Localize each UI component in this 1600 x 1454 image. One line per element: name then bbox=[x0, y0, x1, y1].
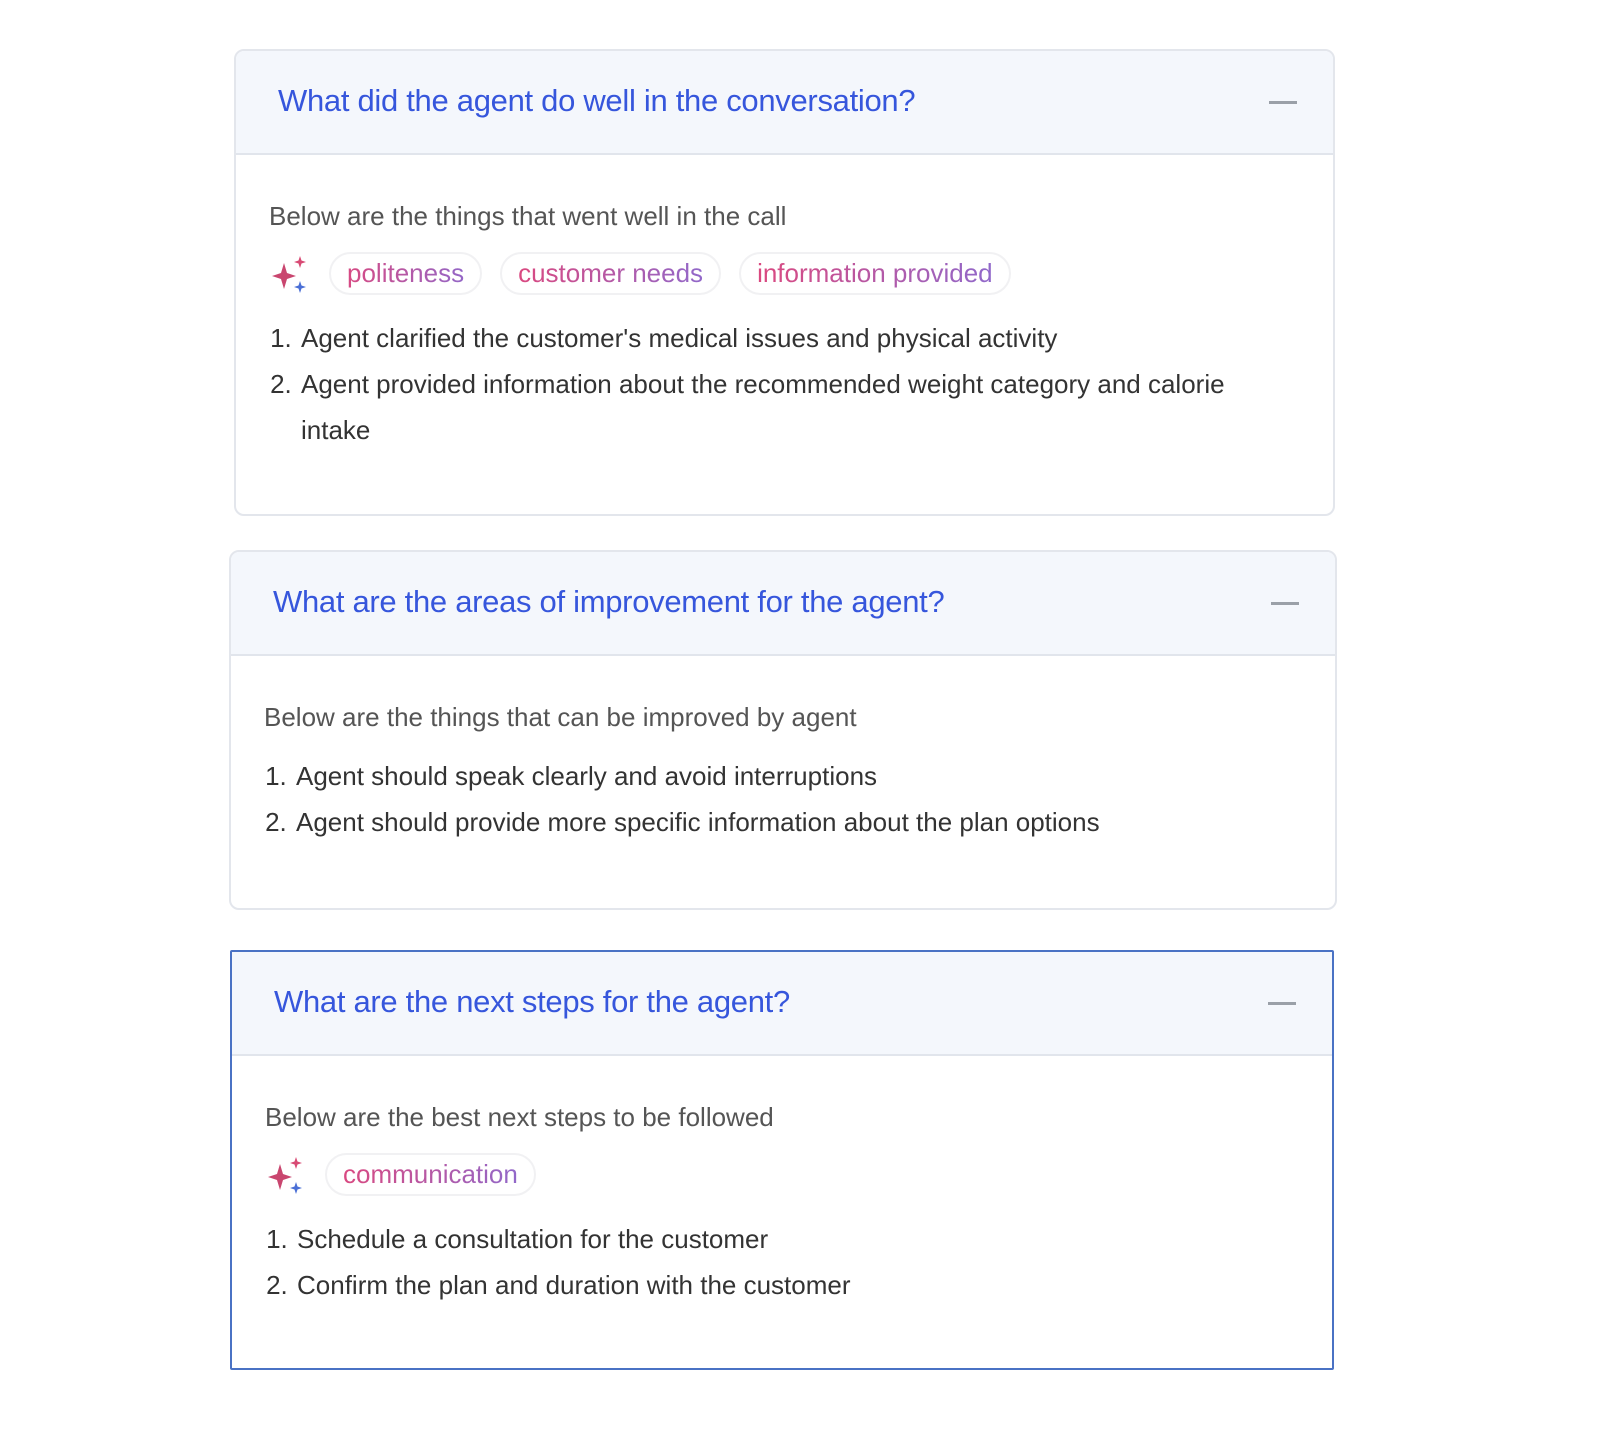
section-intro: Below are the best next steps to be followed bbox=[265, 1102, 774, 1132]
list-item: 1. Agent should speak clearly and avoid interruptions bbox=[294, 753, 1303, 799]
tag-list bbox=[269, 252, 1301, 295]
item-list bbox=[265, 1216, 1300, 1308]
accordion-header[interactable] bbox=[232, 952, 1332, 1056]
accordion-next-steps bbox=[230, 950, 1334, 1370]
section-title: What are the next steps for the agent? bbox=[274, 984, 790, 1019]
list-item: 2. Agent provided information about the recommended weight category and calorie intake bbox=[299, 361, 1301, 453]
collapse-icon[interactable] bbox=[1271, 602, 1299, 605]
section-body bbox=[236, 155, 1333, 453]
section-intro: Below are the things that went well in the call bbox=[269, 201, 787, 231]
accordion-did-well bbox=[234, 49, 1335, 516]
sparkle-icon bbox=[269, 253, 311, 295]
list-item: 1. Schedule a consultation for the customer bbox=[295, 1216, 1300, 1262]
section-body bbox=[232, 1056, 1332, 1308]
sparkle-icon bbox=[265, 1154, 307, 1196]
accordion-header[interactable] bbox=[236, 51, 1333, 155]
tag-list bbox=[265, 1153, 1300, 1196]
list-item: 2. Confirm the plan and duration with the customer bbox=[295, 1262, 1300, 1308]
collapse-icon[interactable] bbox=[1269, 101, 1297, 104]
tag-information-provided: information provided bbox=[739, 252, 1011, 295]
list-item: 1. Agent clarified the customer's medical issues and physical activity bbox=[299, 315, 1301, 361]
item-list bbox=[269, 315, 1301, 453]
tag-politeness: politeness bbox=[329, 252, 482, 295]
tag-communication: communication bbox=[325, 1153, 536, 1196]
item-list bbox=[264, 753, 1303, 845]
section-body bbox=[231, 656, 1335, 845]
tag-customer-needs: customer needs bbox=[500, 252, 721, 295]
section-title: What are the areas of improvement for the agent? bbox=[273, 584, 945, 619]
accordion-header[interactable] bbox=[231, 552, 1335, 656]
list-item: 2. Agent should provide more specific information about the plan options bbox=[294, 799, 1303, 845]
accordion-improvement bbox=[229, 550, 1337, 910]
collapse-icon[interactable] bbox=[1268, 1002, 1296, 1005]
section-title: What did the agent do well in the conversation? bbox=[278, 83, 916, 118]
section-intro: Below are the things that can be improved by agent bbox=[264, 702, 857, 732]
